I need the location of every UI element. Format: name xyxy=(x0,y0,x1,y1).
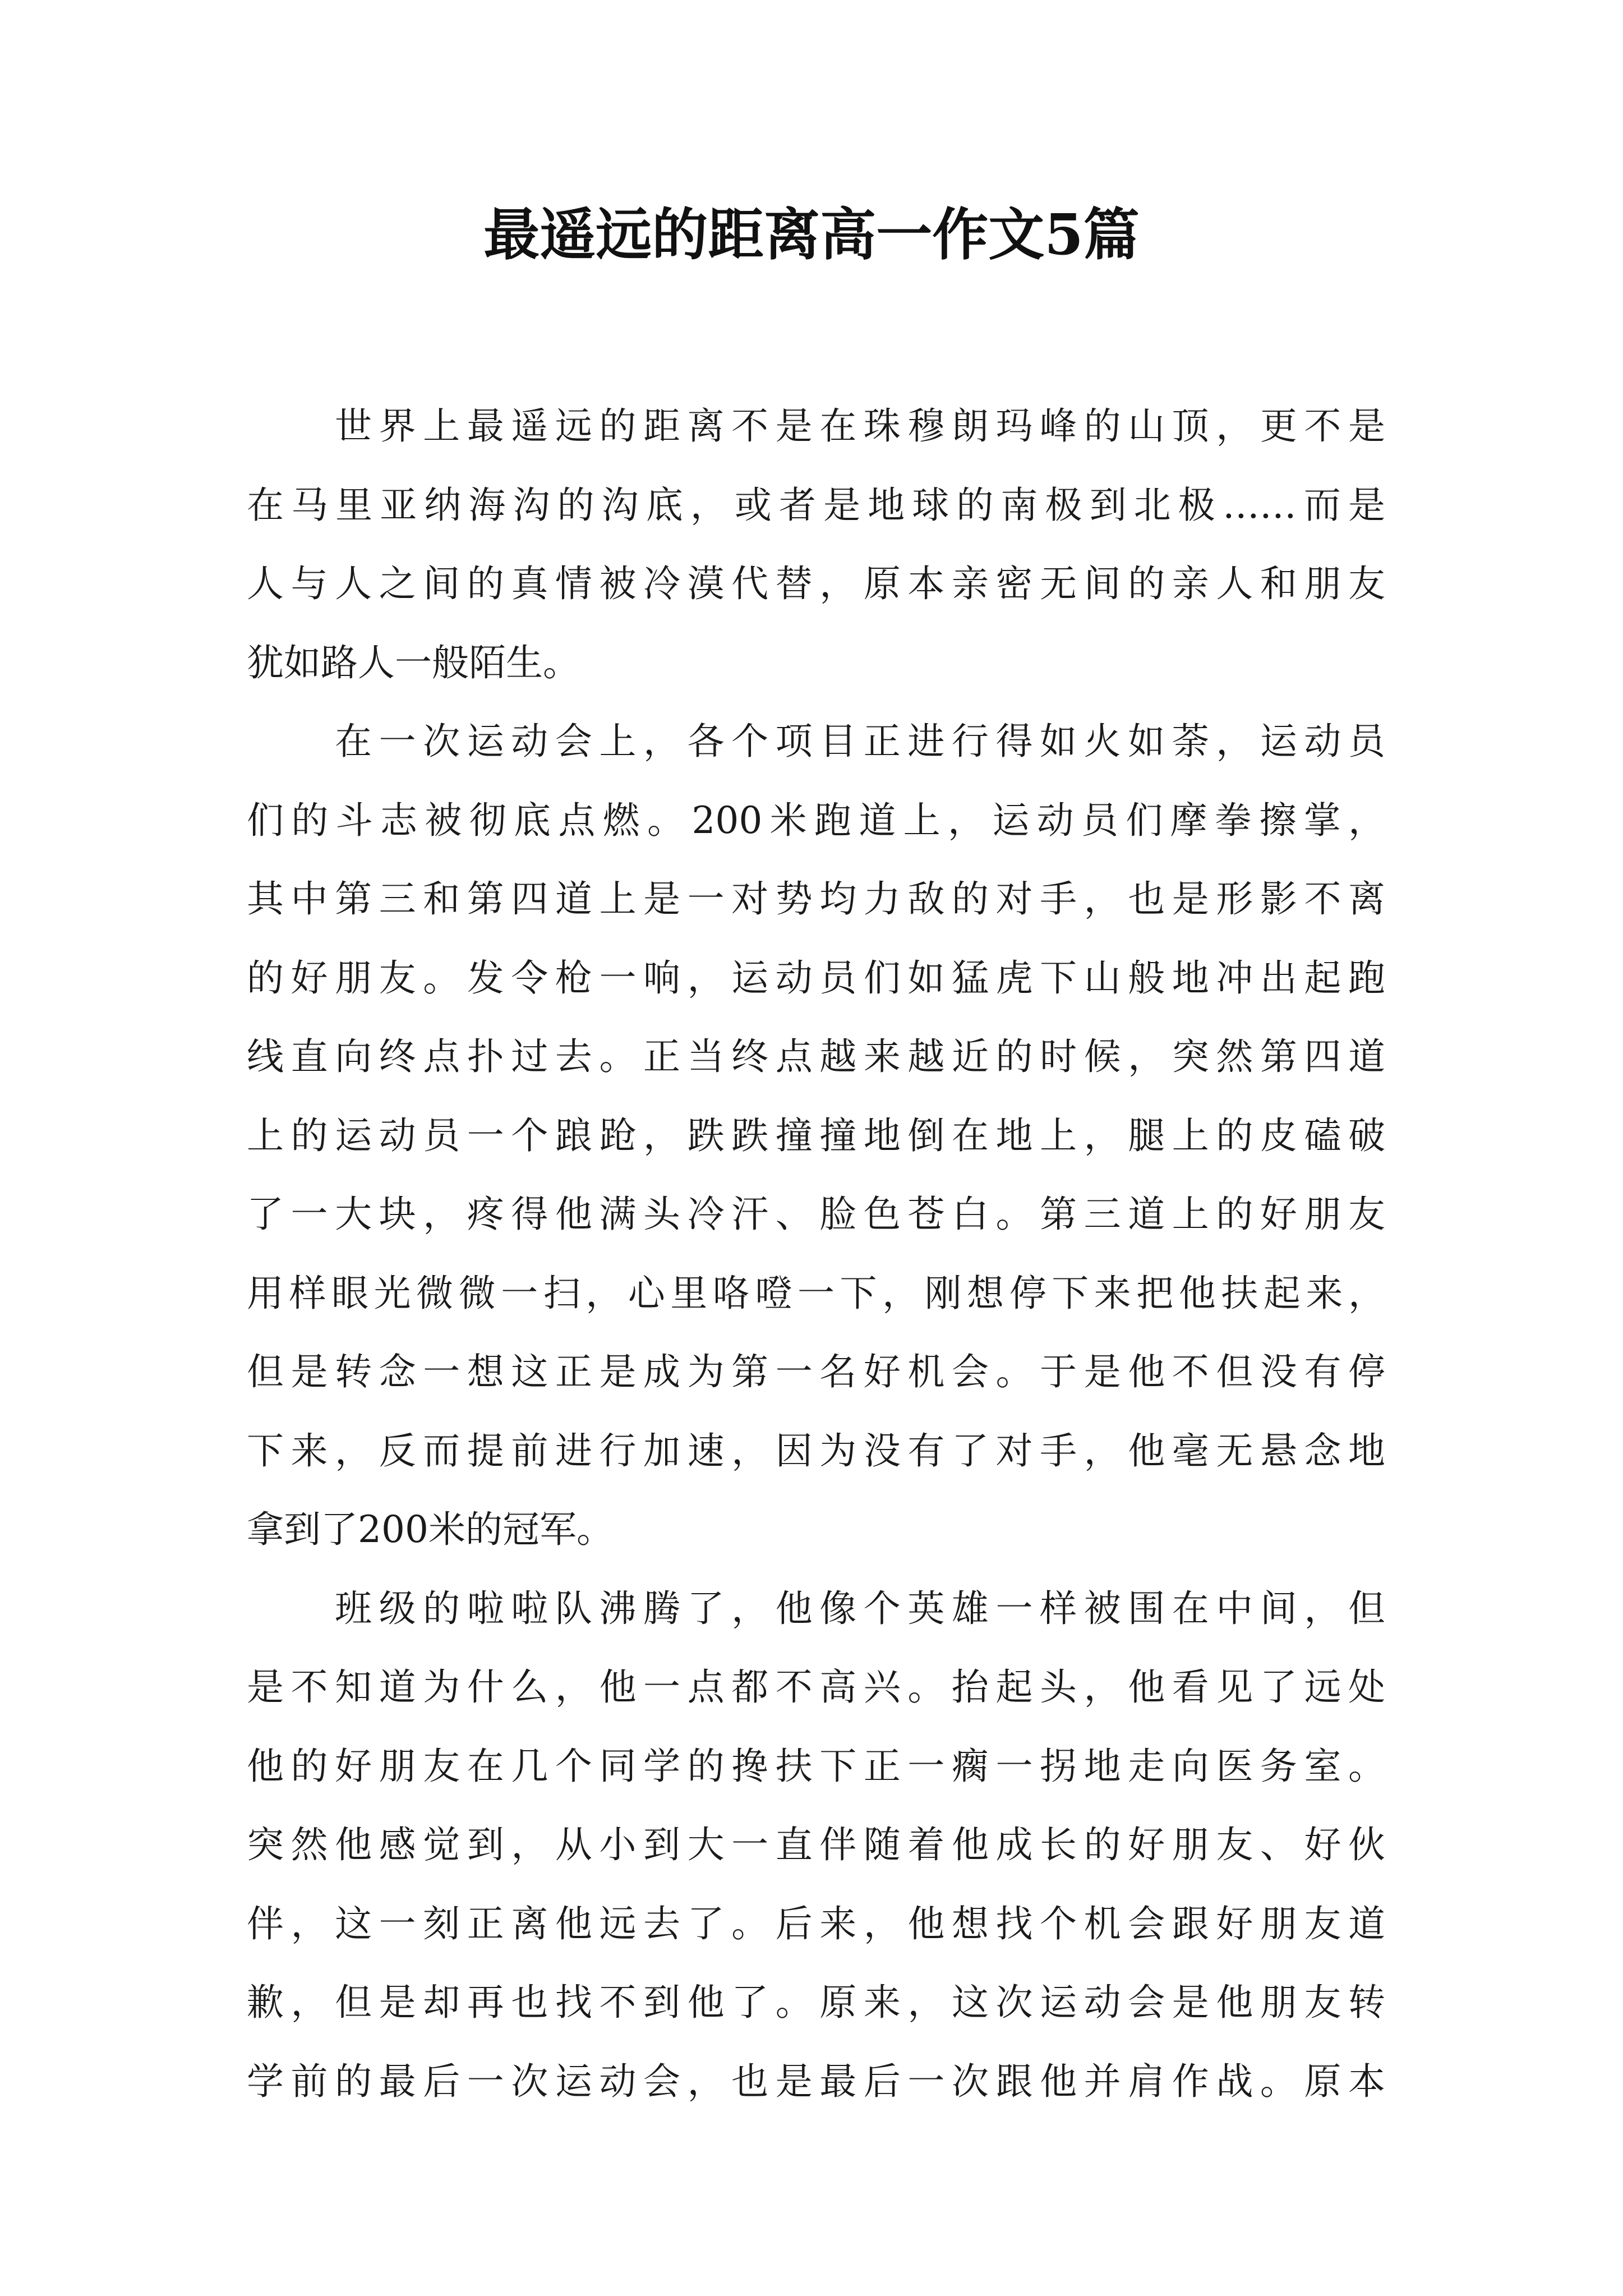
paragraph-line: 犹如路人一般陌生。 xyxy=(247,641,580,684)
paragraph-line: 班级的啦啦队沸腾了，他像个英雄一样被围在中间，但 xyxy=(335,1586,1385,1630)
paragraph-line: 学前的最后一次运动会，也是最后一次跟他并肩作战。原本 xyxy=(247,2059,1385,2103)
paragraph-line: 用样眼光微微一扫，心里咯噔一下，刚想停下来把他扶起来， xyxy=(247,1271,1385,1315)
paragraph-line: 人与人之间的真情被冷漠代替，原本亲密无间的亲人和朋友 xyxy=(247,562,1385,605)
paragraph-line: 其中第三和第四道上是一对势均力敌的对手，也是形影不离 xyxy=(247,877,1385,921)
paragraph-line: 的好朋友。发令枪一响，运动员们如猛虎下山般地冲出起跑 xyxy=(247,956,1385,1000)
paragraph-line: 他的好朋友在几个同学的搀扶下正一瘸一拐地走向医务室。 xyxy=(247,1744,1385,1788)
paragraph-line: 下来，反而提前进行加速，因为没有了对手，他毫无悬念地 xyxy=(247,1429,1385,1473)
document-body xyxy=(247,387,1385,2121)
paragraph-line: 是不知道为什么，他一点都不高兴。抬起头，他看见了远处 xyxy=(247,1665,1385,1709)
paragraph-line: 伴，这一刻正离他远去了。后来，他想找个机会跟好朋友道 xyxy=(247,1902,1385,1945)
paragraph-line: 在一次运动会上，各个项目正进行得如火如荼，运动员 xyxy=(335,720,1385,763)
paragraph-line: 了一大块，疼得他满头冷汗、脸色苍白。第三道上的好朋友 xyxy=(247,1193,1385,1236)
paragraph-line: 歉，但是却再也找不到他了。原来，这次运动会是他朋友转 xyxy=(247,1981,1385,2024)
paragraph-line: 拿到了200米的冠军。 xyxy=(247,1508,614,1551)
paragraph-2 xyxy=(247,702,1385,1570)
paragraph-line: 世界上最遥远的距离不是在珠穆朗玛峰的山顶，更不是 xyxy=(335,404,1385,448)
paragraph-line: 线直向终点扑过去。正当终点越来越近的时候，突然第四道 xyxy=(247,1035,1385,1078)
document-title: 最遥远的距离高一作文5篇 xyxy=(483,201,1140,268)
paragraph-line: 上的运动员一个踉跄，跌跌撞撞地倒在地上，腿上的皮磕破 xyxy=(247,1114,1385,1157)
paragraph-line: 们的斗志被彻底点燃。200米跑道上，运动员们摩拳擦掌， xyxy=(247,798,1385,842)
paragraph-3 xyxy=(247,1570,1385,2122)
paragraph-line: 但是转念一想这正是成为第一名好机会。于是他不但没有停 xyxy=(247,1350,1385,1393)
paragraph-1 xyxy=(247,387,1385,702)
paragraph-line: 在马里亚纳海沟的沟底，或者是地球的南极到北极……而是 xyxy=(247,483,1385,527)
paragraph-line: 突然他感觉到，从小到大一直伴随着他成长的好朋友、好伙 xyxy=(247,1823,1385,1866)
